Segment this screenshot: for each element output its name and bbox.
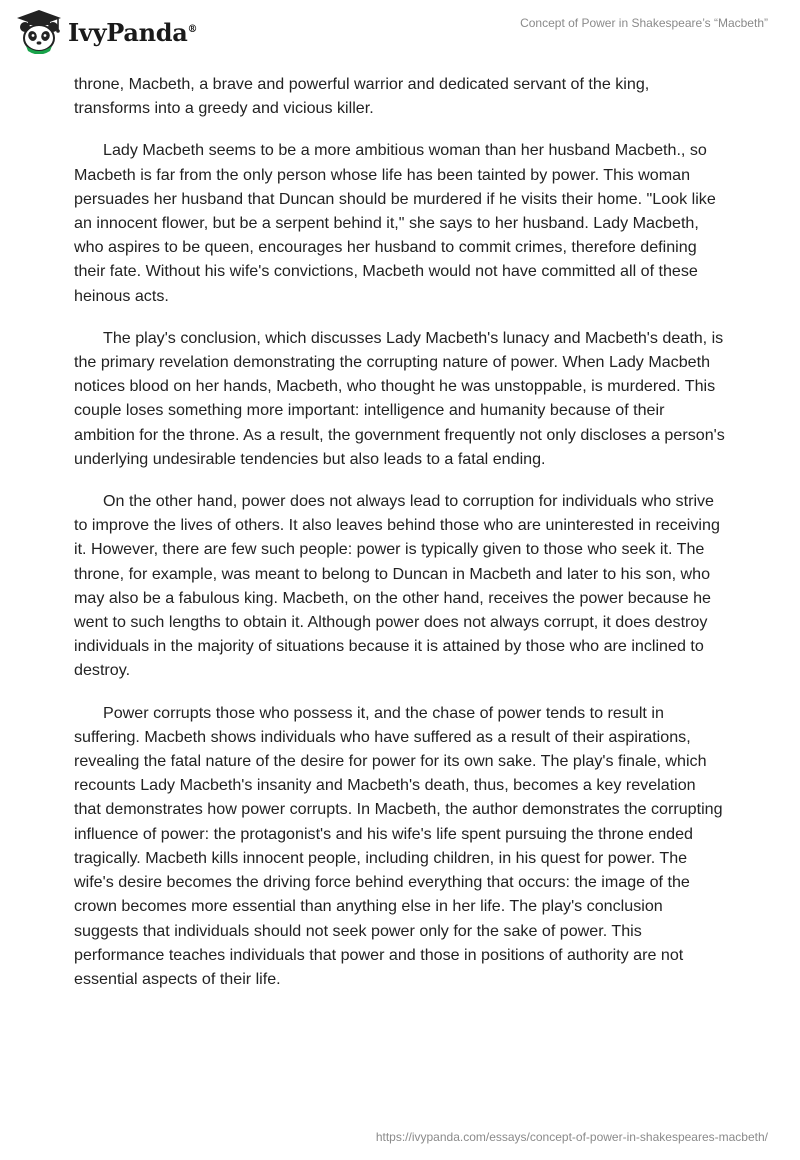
document-title: Concept of Power in Shakespeare’s “Macbeth” (520, 16, 768, 30)
brand-name: IvyPanda® (68, 18, 198, 47)
source-url[interactable]: https://ivypanda.com/essays/concept-of-power-in-shakespeares-macbeth/ (375, 1130, 768, 1144)
essay-body (74, 72, 726, 1009)
panda-graduate-icon (14, 8, 64, 54)
paragraph-continuation: throne, Macbeth, a brave and powerful warrior and dedicated servant of the king, transforms into a greedy and vicious killer. (74, 75, 650, 118)
paragraph: On the other hand, power does not always lead to corruption for individuals who strive to improve the lives of others. It also leaves behind those who are uninterested in receiving it. However, there are few such people: power is typically given to those who seek it. The throne, for example, was meant to belong to Duncan in Macbeth and later to his son, who may also be a fabulous king. Macbeth, on the other hand, receives the power because he went to such lengths to obtain it. Although power does not always corrupt, it does destroy individuals in the majority of situations because it is attained by those who are inclined to destroy. (74, 492, 720, 680)
registered-mark: ® (187, 24, 198, 35)
page-header (0, 0, 800, 64)
paragraph: Lady Macbeth seems to be a more ambitious woman than her husband Macbeth., so Macbeth is far from the only person whose life has been tainted by power. This woman persuades her husband that Duncan should be murdered if he visits their home. "Look like an innocent flower, but be a serpent behind it," she says to her husband. Lady Macbeth, who aspires to be queen, encourages her husband to commit crimes, therefore defining their fate. Without his wife's convictions, Macbeth would not have committed all of these heinous acts. (74, 141, 716, 305)
brand-logo[interactable] (14, 8, 197, 54)
paragraph: Power corrupts those who possess it, and the chase of power tends to result in suffering. Macbeth shows individuals who have suffered as a result of their aspirations, revealing the fatal nature of the desire for power for its own sake. The play's finale, which recounts Lady Macbeth's insanity and Macbeth's death, thus, becomes a key revelation that demonstrates how power corrupts. In Macbeth, the author demonstrates the corrupting influence of power: the protagonist's and his wife's life spent pursuing the throne ended tragically. Macbeth kills innocent people, including children, in his quest for power. The wife's desire becomes the driving force behind everything that occurs: the image of the crown becomes more essential than anything else in her life. The play's conclusion suggests that individuals should not seek power only for the sake of power. This performance teaches individuals that power and those in positions of authority are not essential aspects of their life. (74, 703, 723, 988)
paragraph: The play's conclusion, which discusses Lady Macbeth's lunacy and Macbeth's death, is the primary revelation demonstrating the corrupting nature of power. When Lady Macbeth notices blood on her hands, Macbeth, who thought he was unstoppable, is murdered. This couple loses something more important: intelligence and humanity because of their ambition for the throne. As a result, the government frequently not only discloses a person's underlying undesirable tendencies but also leads to a fatal ending. (74, 328, 725, 468)
